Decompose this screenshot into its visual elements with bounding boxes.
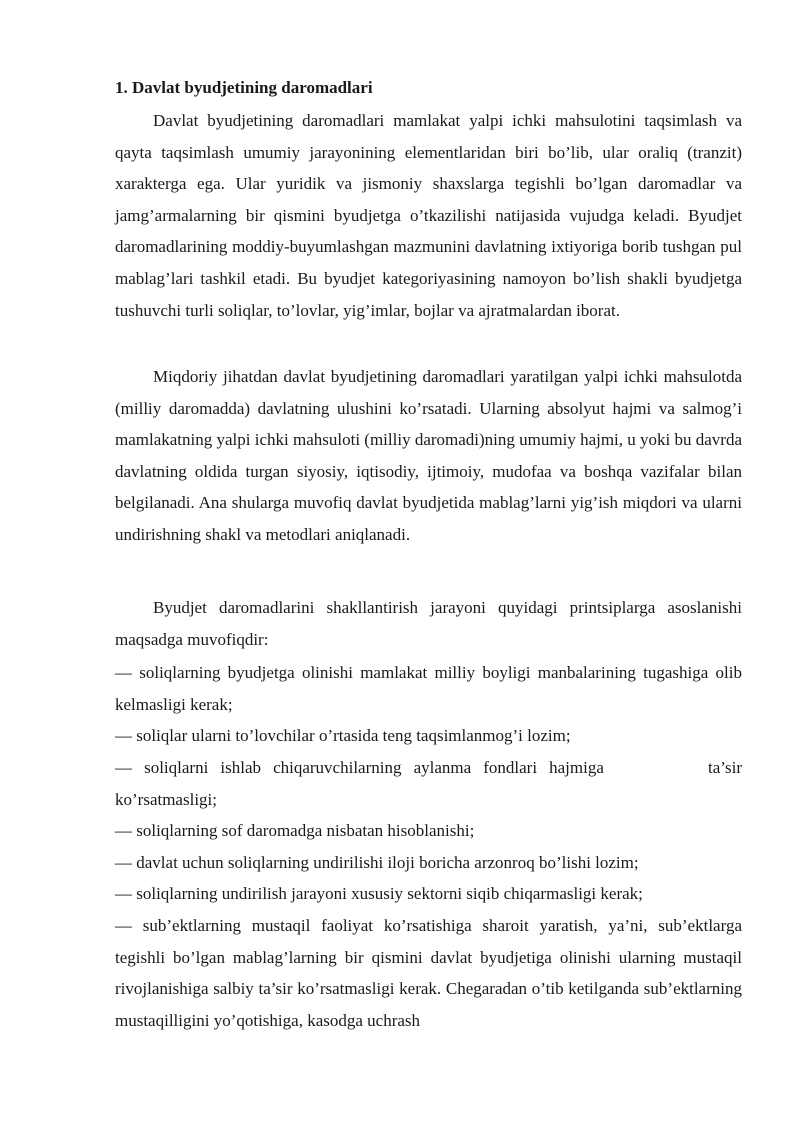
list-item-text-end: ta’sir ko’rsatmasligi; <box>115 758 742 809</box>
list-item: — soliqlar ularni to’lovchilar o’rtasida teng taqsimlanmog’i lozim; <box>115 726 571 745</box>
list-item: — soliqlarning sof daromadga nisbatan hisoblanishi; <box>115 821 475 840</box>
list-item: — davlat uchun soliqlarning undirilishi iloji boricha arzonroq bo’lishi lozim; <box>115 853 639 872</box>
list-item: — sub’ektlarning mustaqil faoliyat ko’rsatishiga sharoit yaratish, ya’ni, sub’ektlarga tegishli bo’lgan mablag’larning bir qismini davlat byudjetiga olinishi ularning mustaqil rivojlanishiga salbiy ta’sir ko’rsatmasligi kerak. Chegaradan o’tib ketilganda sub’ektlarning mustaqilligini yo’qotishiga, kasodga uchrash <box>115 916 742 1030</box>
paragraph-principles-intro: Byudjet daromadlarini shakllantirish jarayoni quyidagi printsiplarga asoslanishi maqsadga muvofiqdir: <box>115 598 742 649</box>
paragraph-budget-revenues: Davlat byudjetining daromadlari mamlakat yalpi ichki mahsulotini taqsimlash va qayta taqsimlash umumiy jarayonining elementlaridan biri bo’lib, ular oraliq (tranzit) xarakterga ega. Ular yuridik va jismoniy shaxslarga tegishli bo’lgan daromadlar va jamg’armalarning bir qismini byudjetga o’tkazilishi natijasida vujudga keladi. Byudjet daromadlarining moddiy-buyumlashgan mazmunini davlatning ixtiyoriga borib tushgan pul mablag’lari tashkil etadi. Bu byudjet kategoriyasining namoyon bo’lish shakli byudjetga tushuvchi turli soliqlar, to’lovlar, yig’imlar, bojlar va ajratmalardan iborat. <box>115 111 742 320</box>
list-item <box>115 752 742 815</box>
list-item-text-start: — soliqlarni ishlab chiqaruvchilarning aylanma fondlari hajmiga <box>115 758 604 777</box>
paragraph-quantitative: Miqdoriy jihatdan davlat byudjetining daromadlari yaratilgan yalpi ichki mahsulotda (milliy daromadda) davlatning ulushini ko’rsatadi. Ularning absolyut hajmi va salmog’i mamlakatning yalpi ichki mahsuloti (milliy daromadi)ning umumiy hajmi, u yoki bu davrda davlatning oldida turgan siyosiy, iqtisodiy, ijtimoiy, mudofaa va boshqa vazifalar bilan belgilanadi. Ana shularga muvofiq davlat byudjetida mablag’larni yig’ish miqdori va ularni undirishning shakl va metodlari aniqlanadi. <box>115 367 743 544</box>
list-item: — soliqlarning undirilish jarayoni xususiy sektorni siqib chiqarmasligi kerak; <box>115 884 643 903</box>
list-item: — soliqlarning byudjetga olinishi mamlakat milliy boyligi manbalarining tugashiga olib kelmasligi kerak; <box>115 663 742 714</box>
section-heading: 1. Davlat byudjetining daromadlari <box>115 78 373 97</box>
